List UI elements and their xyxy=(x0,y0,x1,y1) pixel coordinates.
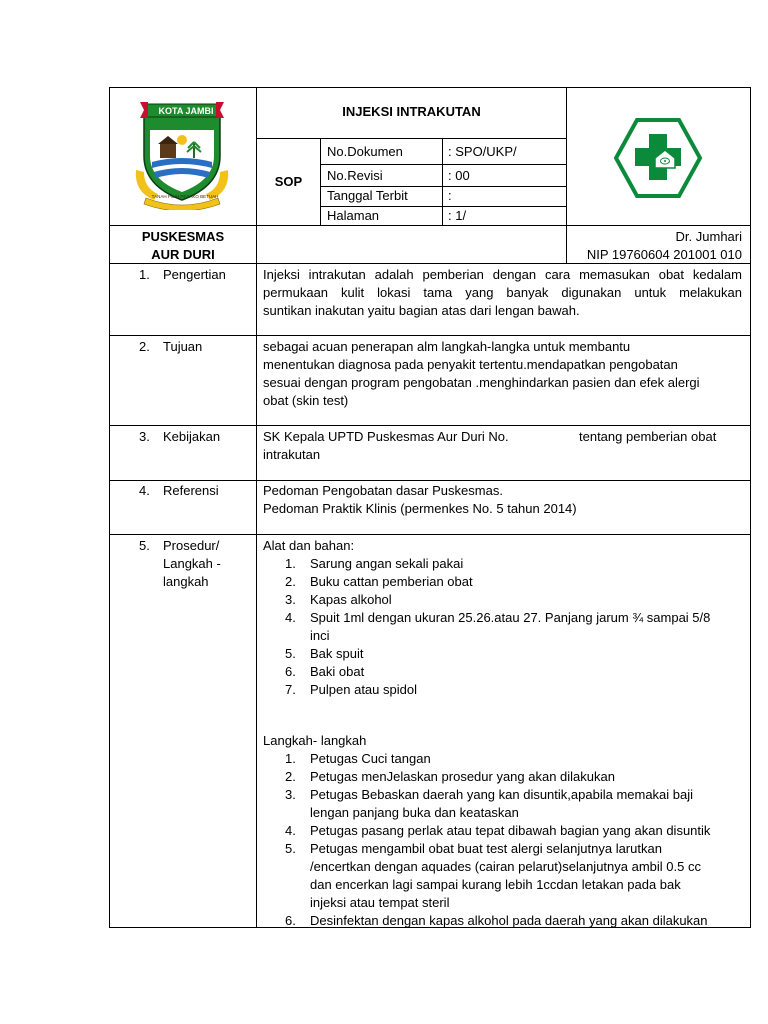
meta-value-revision: : 00 xyxy=(448,168,470,183)
tool-item-text: inci xyxy=(310,628,330,643)
step-item-number: 2. xyxy=(285,769,296,784)
step-item-text: /encertkan dengan aquades (cairan pelarut)selanjutnya ambil 0.5 cc xyxy=(310,859,701,874)
org-name-line1: PUSKESMAS xyxy=(141,229,225,244)
text-line: Injeksi intrakutan adalah pemberian dengan cara memasukan obat kedalam xyxy=(263,267,742,282)
step-item-text: Petugas Cuci tangan xyxy=(310,751,431,766)
step-item-number: 4. xyxy=(285,823,296,838)
tool-item xyxy=(285,555,745,573)
document-title: INJEKSI INTRAKUTAN xyxy=(342,104,481,119)
step-item xyxy=(285,840,745,912)
tool-item xyxy=(285,591,745,609)
text-line: Pedoman Pengobatan dasar Puskesmas. xyxy=(263,483,503,498)
tools-title: Alat dan bahan: xyxy=(263,538,355,553)
step-item-number: 5. xyxy=(285,841,296,856)
tool-item xyxy=(285,645,745,663)
sop-label: SOP xyxy=(274,174,303,189)
step-item-number: 6. xyxy=(285,913,296,928)
section-text-tujuan xyxy=(263,338,742,410)
section-label-kebijakan: Kebijakan xyxy=(163,429,221,444)
meta-value-issue-date: : xyxy=(448,188,452,203)
step-item-number: 3. xyxy=(285,787,296,802)
step-item-text: Desinfektan dengan kapas alkohol pada daerah yang akan dilakukan xyxy=(310,913,708,928)
text-line: obat (skin test) xyxy=(263,393,349,408)
text-line: menentukan diagnosa pada penyakit tertentu.mendapatkan pengobatan xyxy=(263,357,678,372)
policy-text-start: SK Kepala UPTD Puskesmas Aur Duri No. xyxy=(263,429,509,444)
section-number: 4. xyxy=(139,483,150,498)
tool-item-number: 3. xyxy=(285,592,296,607)
section-number: 3. xyxy=(139,429,150,444)
puskesmas-logo xyxy=(613,118,703,198)
text-line: sesuai dengan program pengobatan .menghindarkan pasien dan efek alergi xyxy=(263,375,700,390)
tool-item-text: Pulpen atau spidol xyxy=(310,682,417,697)
tool-item xyxy=(285,609,745,645)
step-item-text: Petugas menJelaskan prosedur yang akan dilakukan xyxy=(310,769,615,784)
text-line: Pedoman Praktik Klinis (permenkes No. 5 tahun 2014) xyxy=(263,501,577,516)
step-item xyxy=(285,912,745,930)
label-line: Langkah - xyxy=(163,556,221,571)
meta-value-document-number: : SPO/UKP/ xyxy=(448,144,517,159)
step-item xyxy=(285,786,745,822)
org-name-line2: AUR DURI xyxy=(151,247,215,262)
tool-item-text: Bak spuit xyxy=(310,646,364,661)
meta-label-revision: No.Revisi xyxy=(327,168,383,183)
meta-label-issue-date: Tanggal Terbit xyxy=(327,188,408,203)
signer-nip: NIP 19760604 201001 010 xyxy=(586,247,742,262)
step-item-text: Petugas Bebaskan daerah yang kan disuntik,apabila memakai baji xyxy=(310,787,694,802)
step-item-text: dan encerkan lagi sampai kurang lebih 1ccdan letakan pada bak xyxy=(310,877,681,892)
step-item xyxy=(285,750,745,768)
text-line: suntikan inakutan yaitu bagian atas dari lengan bawah. xyxy=(263,303,580,318)
section-label-tujuan: Tujuan xyxy=(163,339,203,354)
meta-label-document-number: No.Dokumen xyxy=(327,144,403,159)
label-line: Prosedur/ xyxy=(163,538,220,553)
step-item-text: Petugas mengambil obat buat test alergi selanjutnya larutkan xyxy=(310,841,662,856)
text-line: permukaan kulit lokasi tama yang banyak digunakan untuk melakukan xyxy=(263,285,742,300)
step-item-text: injeksi atau tempat steril xyxy=(310,895,450,910)
section-label-referensi: Referensi xyxy=(163,483,219,498)
tool-item xyxy=(285,573,745,591)
step-item-text: Petugas pasang perlak atau tepat dibawah bagian yang akan disuntik xyxy=(310,823,711,838)
tool-item-number: 4. xyxy=(285,610,296,625)
tool-item-number: 6. xyxy=(285,664,296,679)
policy-text-end: tentang pemberian obat xyxy=(579,429,717,444)
signer-name: Dr. Jumhari xyxy=(675,229,742,244)
section-number: 2. xyxy=(139,339,150,354)
tools-list xyxy=(285,555,745,699)
steps-list xyxy=(285,750,745,930)
policy-text-continued: intrakutan xyxy=(263,447,321,462)
section-number: 5. xyxy=(139,538,150,553)
tool-item-number: 2. xyxy=(285,574,296,589)
tool-item-number: 1. xyxy=(285,556,296,571)
step-item-text: lengan panjang buka dan keataskan xyxy=(310,805,519,820)
tool-item-text: Baki obat xyxy=(310,664,365,679)
step-item xyxy=(285,822,745,840)
tool-item-text: Sarung angan sekali pakai xyxy=(310,556,464,571)
tool-item-number: 7. xyxy=(285,682,296,697)
section-text-referensi xyxy=(263,482,742,518)
step-item xyxy=(285,768,745,786)
logo-motto: TANAH PILIH PESAKO BETUAH xyxy=(151,194,219,199)
steps-title: Langkah- langkah xyxy=(263,733,367,748)
tool-item-text: Kapas alkohol xyxy=(310,592,392,607)
meta-value-page: : 1/ xyxy=(448,208,467,223)
label-line: langkah xyxy=(163,574,209,589)
text-line: sebagai acuan penerapan alm langkah-langka untuk membantu xyxy=(263,339,631,354)
section-label-pengertian: Pengertian xyxy=(163,267,226,282)
tool-item xyxy=(285,681,745,699)
section-label-prosedur xyxy=(163,537,221,591)
tool-item-text: Spuit 1ml dengan ukuran 25.26.atau 27. Panjang jarum ¾ sampai 5/8 xyxy=(310,610,711,625)
meta-label-page: Halaman xyxy=(327,208,380,223)
logo-city-name: KOTA JAMBI xyxy=(158,106,214,116)
section-number: 1. xyxy=(139,267,150,282)
tool-item-text: Buku cattan pemberian obat xyxy=(310,574,473,589)
section-text-pengertian xyxy=(263,266,742,320)
tool-item-number: 5. xyxy=(285,646,296,661)
step-item-number: 1. xyxy=(285,751,296,766)
tool-item xyxy=(285,663,745,681)
